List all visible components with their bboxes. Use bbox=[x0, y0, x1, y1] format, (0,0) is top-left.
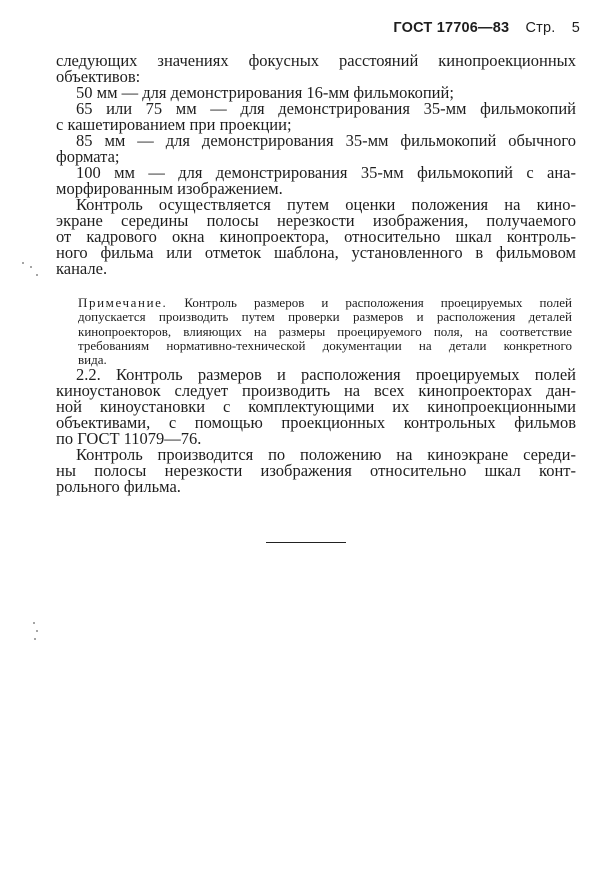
scan-speck bbox=[22, 262, 24, 264]
scan-speck bbox=[33, 622, 35, 624]
note-first-text: Контроль размеров и расположения проецируемых полей bbox=[184, 295, 572, 310]
body-text-block-1 bbox=[56, 53, 576, 277]
end-rule bbox=[266, 542, 346, 543]
note-line: допускается производить путем проверки размеров и расположения деталей bbox=[78, 309, 572, 325]
page-label: Стр. bbox=[525, 20, 556, 36]
text-line: от кадрового окна кинопроектора, относительно шкал контроль- bbox=[56, 227, 576, 246]
note-line: требованиям нормативно-технической документации на детали конкретного bbox=[78, 337, 572, 353]
note-line: вида. bbox=[78, 352, 107, 368]
text-line: ны полосы нерезкости изображения относительно шкал конт- bbox=[56, 461, 576, 480]
note-line: кинопроекторов, влияющих на размеры проецируемого поля, на соответствие bbox=[78, 323, 572, 339]
text-line: объективов: bbox=[56, 67, 141, 86]
page-header bbox=[393, 20, 580, 36]
text-line: канале. bbox=[56, 259, 108, 278]
scan-speck bbox=[30, 266, 32, 268]
text-line: с кашетированием при проекции; bbox=[56, 115, 292, 134]
scan-speck bbox=[34, 638, 36, 640]
text-line: 50 мм — для демонстрирования 16-мм фильмокопий; bbox=[76, 83, 454, 102]
text-line: ной киноустановки с комплектующими их кинопроекционными bbox=[56, 397, 576, 416]
text-line: морфированным изображением. bbox=[56, 179, 283, 198]
text-line: Контроль осуществляется путем оценки положения на кино- bbox=[76, 195, 576, 214]
text-line: 2.2. Контроль размеров и расположения проецируемых полей bbox=[76, 365, 576, 384]
note-label: Примечание. bbox=[78, 295, 168, 310]
note-block bbox=[78, 296, 572, 367]
page-number: 5 bbox=[571, 20, 580, 36]
text-line: следующих значениях фокусных расстояний кинопроекционных bbox=[56, 51, 576, 70]
text-line: по ГОСТ 11079—76. bbox=[56, 429, 202, 448]
body-text-block-2 bbox=[56, 367, 576, 495]
text-line: 65 или 75 мм — для демонстрирования 35-мм фильмокопий bbox=[76, 99, 576, 118]
scan-speck bbox=[36, 630, 38, 632]
text-line: формата; bbox=[56, 147, 120, 166]
note-line bbox=[78, 296, 572, 310]
text-line: Контроль производится по положению на киноэкране середи- bbox=[76, 445, 576, 464]
text-line: киноустановок следует производить на всех кинопроекторах дан- bbox=[56, 381, 576, 400]
text-line: объективами, с помощью проекционных контрольных фильмов bbox=[56, 413, 576, 432]
text-line: 100 мм — для демонстрирования 35-мм фильмокопий с ана- bbox=[76, 163, 576, 182]
text-line: экране середины полосы нерезкости изображения, получаемого bbox=[56, 211, 576, 230]
standard-number: ГОСТ 17706—83 bbox=[393, 20, 510, 36]
text-line: 85 мм — для демонстрирования 35-мм фильмокопий обычного bbox=[76, 131, 576, 150]
text-line: ного фильма или отметок шаблона, установленного в фильмовом bbox=[56, 243, 576, 262]
text-line: рольного фильма. bbox=[56, 477, 181, 496]
scan-speck bbox=[36, 274, 38, 276]
